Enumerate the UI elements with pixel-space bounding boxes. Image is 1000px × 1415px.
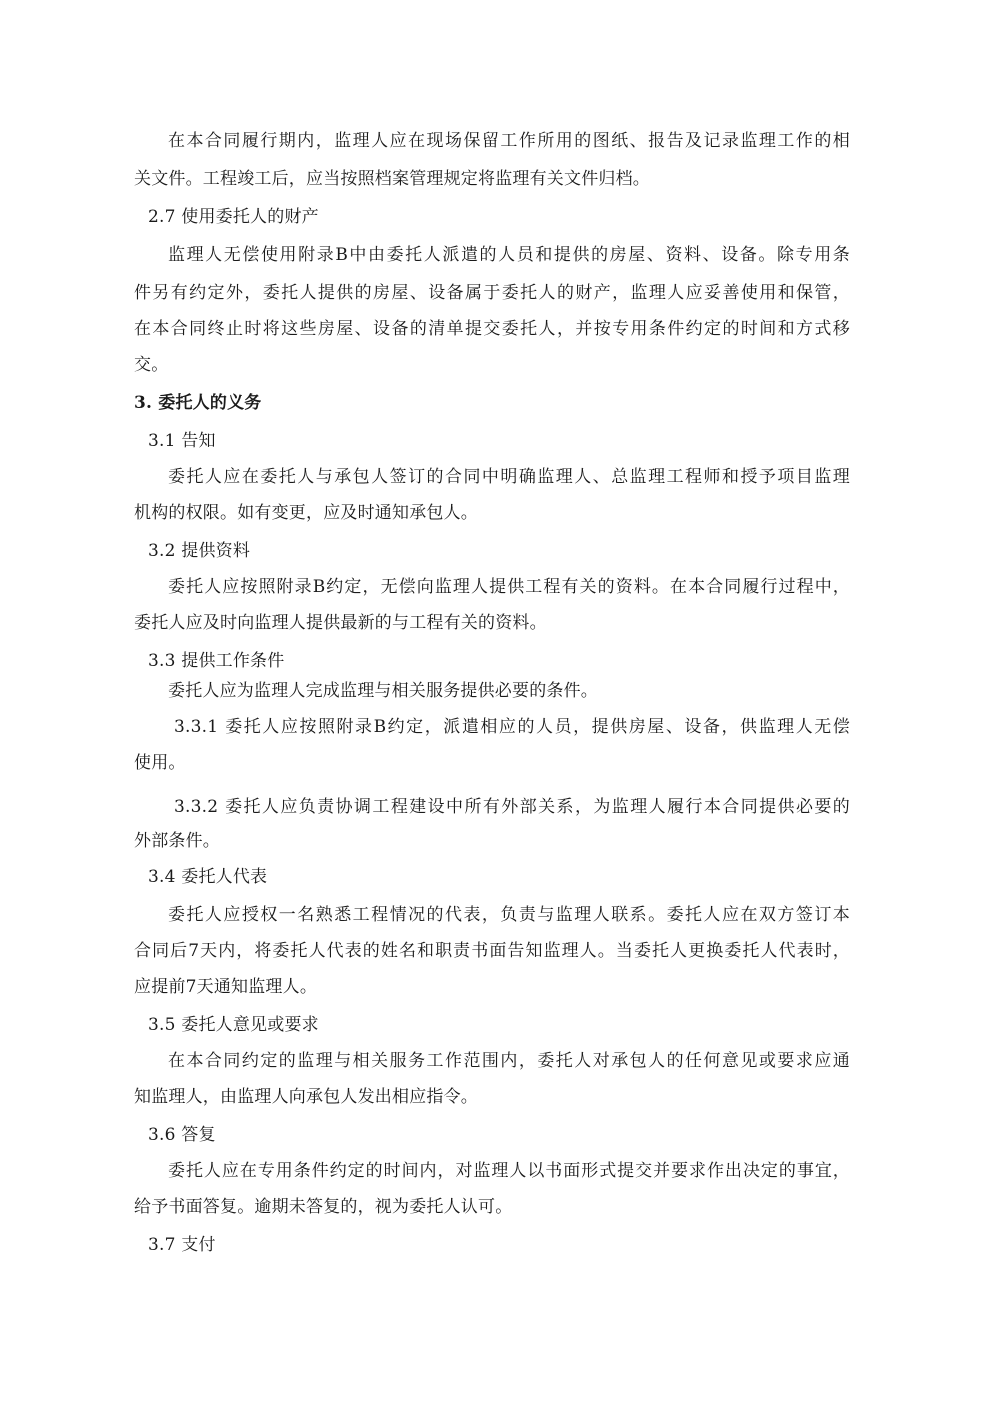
paragraph-line: 使用。 xyxy=(134,753,186,773)
paragraph-line: 给予书面答复。逾期未答复的，视为委托人认可。 xyxy=(134,1197,513,1217)
paragraph-line: 机构的权限。如有变更，应及时通知承包人。 xyxy=(134,503,478,523)
paragraph-line: 在本合同约定的监理与相关服务工作范围内，委托人对承包人的任何意见或要求应通 xyxy=(168,1051,850,1071)
paragraph-line: 委托人应按照附录B约定，无偿向监理人提供工程有关的资料。在本合同履行过程中， xyxy=(168,577,850,597)
paragraph-line: 知监理人，由监理人向承包人发出相应指令。 xyxy=(134,1087,478,1107)
paragraph-line: 关文件。工程竣工后，应当按照档案管理规定将监理有关文件归档。 xyxy=(134,169,650,189)
paragraph-line: 委托人应及时向监理人提供最新的与工程有关的资料。 xyxy=(134,613,547,633)
section-heading-3-5: 3.5 委托人意见或要求 xyxy=(148,1015,319,1035)
paragraph-line: 合同后7天内，将委托人代表的姓名和职责书面告知监理人。当委托人更换委托人代表时， xyxy=(134,941,850,961)
section-heading-3-7: 3.7 支付 xyxy=(148,1235,216,1255)
section-heading-3-3: 3.3 提供工作条件 xyxy=(148,651,285,671)
paragraph-line: 在本合同履行期内，监理人应在现场保留工作所用的图纸、报告及记录监理工作的相 xyxy=(168,131,850,151)
section-heading-3-6: 3.6 答复 xyxy=(148,1125,216,1145)
paragraph-line: 3.3.2 委托人应负责协调工程建设中所有外部关系，为监理人履行本合同提供必要的 xyxy=(174,797,850,817)
paragraph-line: 在本合同终止时将这些房屋、设备的清单提交委托人，并按专用条件约定的时间和方式移 xyxy=(134,319,850,339)
paragraph-line: 委托人应授权一名熟悉工程情况的代表，负责与监理人联系。委托人应在双方签订本 xyxy=(168,905,850,925)
paragraph-line: 监理人无偿使用附录B中由委托人派遣的人员和提供的房屋、资料、设备。除专用条 xyxy=(168,245,850,265)
section-heading-3-4: 3.4 委托人代表 xyxy=(148,867,268,887)
section-heading-3-1: 3.1 告知 xyxy=(148,431,216,451)
paragraph-line: 外部条件。 xyxy=(134,831,220,851)
paragraph-line: 应提前7天通知监理人。 xyxy=(134,977,318,997)
section-heading-2-7: 2.7 使用委托人的财产 xyxy=(148,207,319,227)
section-heading-3-2: 3.2 提供资料 xyxy=(148,541,251,561)
paragraph-line: 委托人应在委托人与承包人签订的合同中明确监理人、总监理工程师和授予项目监理 xyxy=(168,467,850,487)
paragraph-line: 3.3.1 委托人应按照附录B约定，派遣相应的人员，提供房屋、设备，供监理人无偿 xyxy=(174,717,850,737)
paragraph-line: 件另有约定外，委托人提供的房屋、设备属于委托人的财产，监理人应妥善使用和保管， xyxy=(134,283,850,303)
paragraph-line: 委托人应在专用条件约定的时间内，对监理人以书面形式提交并要求作出决定的事宜， xyxy=(168,1161,850,1181)
paragraph-line: 委托人应为监理人完成监理与相关服务提供必要的条件。 xyxy=(168,681,598,701)
section-heading-3: 3. 委托人的义务 xyxy=(134,393,262,413)
paragraph-line: 交。 xyxy=(134,355,169,375)
